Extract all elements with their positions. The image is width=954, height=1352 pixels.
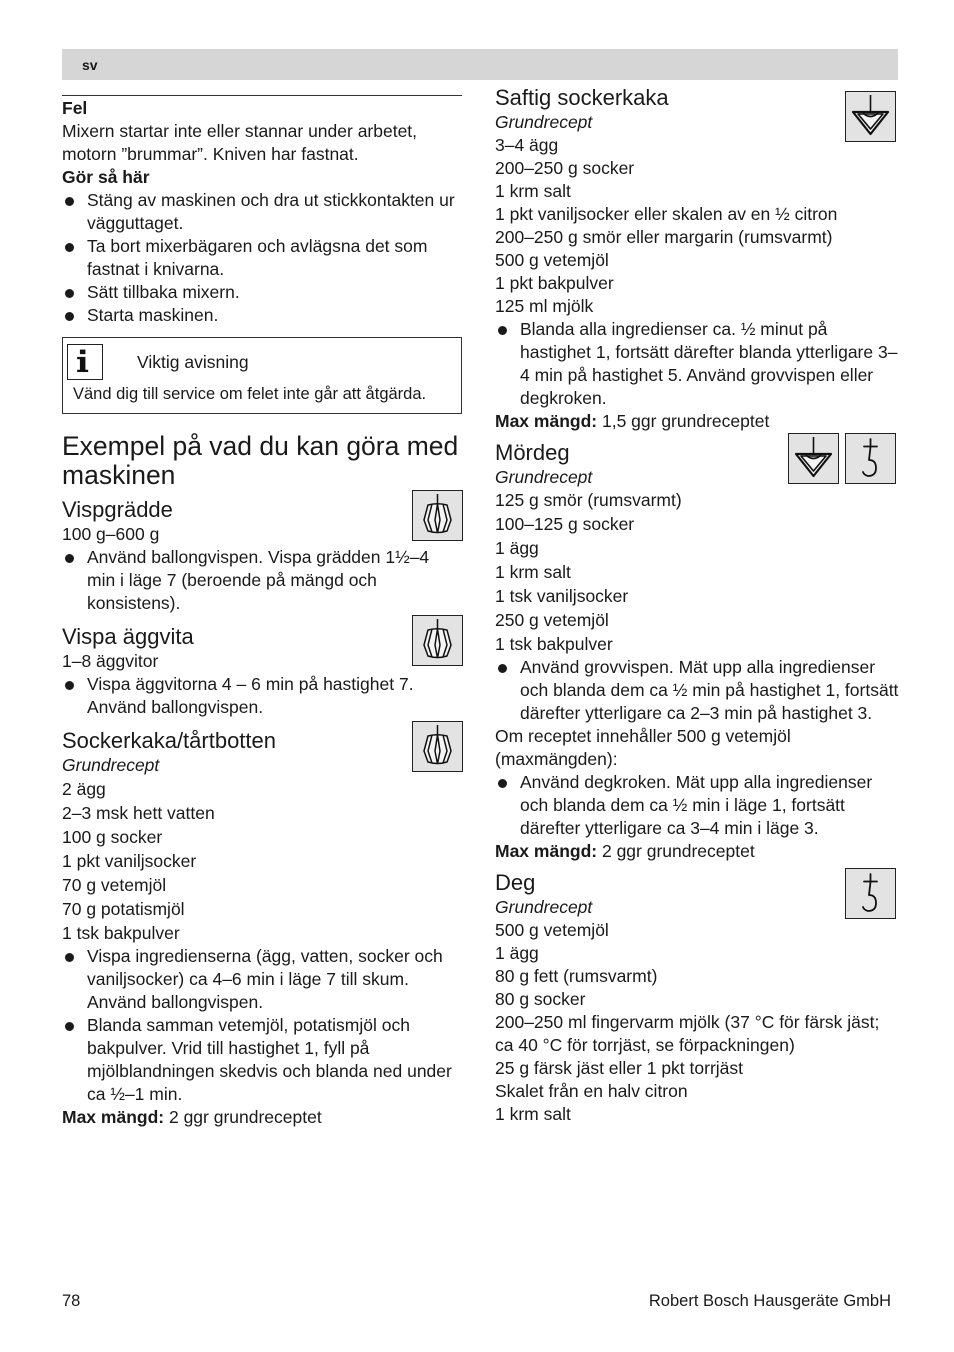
ingredient: 1 pkt vaniljsocker bbox=[62, 851, 197, 871]
list-item: Blanda samman vetemjöl, potatismjöl och bakpulver. Vrid till hastighet 1, fyll på mjölblandningen skedvis och blanda ned under ca ½–1 min. bbox=[62, 1014, 462, 1106]
ingredient: 100–125 g socker bbox=[495, 514, 635, 534]
company-name: Robert Bosch Hausgeräte GmbH bbox=[648, 1292, 891, 1310]
basic-recipe-label: Grundrecept bbox=[495, 467, 593, 487]
ingredient: 200–250 ml fingervarm mjölk (37 °C för färsk jäst; ca 40 °C för torrjäst, se förpackningen) bbox=[495, 1012, 880, 1055]
ingredient: 500 g vetemjöl bbox=[495, 250, 609, 270]
whisk-icon bbox=[412, 490, 463, 541]
ingredient: 1 krm salt bbox=[495, 1104, 571, 1124]
recipe-title: Vispa äggvita bbox=[62, 624, 194, 649]
ingredient: 1 ägg bbox=[495, 943, 539, 963]
ingredient: 70 g vetemjöl bbox=[62, 875, 167, 895]
ingredient: 1 krm salt bbox=[495, 181, 571, 201]
ingredient: 1 krm salt bbox=[495, 562, 571, 582]
ingredient: Skalet från en halv citron bbox=[495, 1081, 688, 1101]
list-item: Använd grovvispen. Mät upp alla ingredienser och blanda dem ca ½ min på hastighet 1, fortsätt därefter ytterligare ca 2–3 min på hastighet 3. bbox=[495, 656, 900, 725]
whisk-icon bbox=[412, 615, 463, 666]
recipe-note: Om receptet innehåller 500 g vetemjöl (maxmängden): bbox=[495, 726, 791, 769]
dough-hook-icon bbox=[845, 433, 896, 484]
ingredient: 125 ml mjölk bbox=[495, 296, 594, 316]
recipe-amount: 1–8 äggvitor bbox=[62, 651, 159, 671]
ingredient: 2–3 msk hett vatten bbox=[62, 803, 215, 823]
ingredient: 70 g potatismjöl bbox=[62, 899, 185, 919]
ingredient: 1 ägg bbox=[495, 538, 539, 558]
list-item: Ta bort mixerbägaren och avlägsna det som fastnat i knivarna. bbox=[62, 235, 462, 281]
beater-icon bbox=[788, 433, 839, 484]
divider bbox=[62, 95, 462, 96]
recipe-sockerkaka bbox=[62, 727, 462, 1129]
recipe-mordeg bbox=[495, 439, 900, 863]
notice-box bbox=[62, 337, 462, 414]
fault-text: Mixern startar inte eller stannar under arbetet, motorn ”brummar”. Kniven har fastnat. bbox=[62, 121, 418, 164]
ingredient: 100 g socker bbox=[62, 827, 163, 847]
ingredient: 1 pkt vaniljsocker eller skalen av en ½ citron bbox=[495, 204, 838, 224]
ingredient: 80 g fett (rumsvarmt) bbox=[495, 966, 658, 986]
max-amount: Max mängd: 2 ggr grundreceptet bbox=[495, 841, 755, 861]
max-amount: Max mängd: 2 ggr grundreceptet bbox=[62, 1107, 322, 1127]
action-label: Gör så här bbox=[62, 167, 150, 187]
basic-recipe-label: Grundrecept bbox=[62, 755, 160, 775]
whisk-icon bbox=[412, 721, 463, 772]
notice-text: Vänd dig till service om felet inte går att åtgärda. bbox=[73, 385, 427, 403]
page-title: Exempel på vad du kan göra med maskinen bbox=[62, 431, 459, 490]
dough-hook-icon bbox=[845, 868, 896, 919]
ingredient: 125 g smör (rumsvarmt) bbox=[495, 490, 682, 510]
fault-steps bbox=[62, 189, 462, 327]
list-item: Använd degkroken. Mät upp alla ingredienser och blanda dem ca ½ min i läge 1, fortsätt därefter ytterligare ca 3–4 min i läge 3. bbox=[495, 771, 900, 840]
recipe-title: Deg bbox=[495, 870, 536, 895]
ingredient: 1 tsk bakpulver bbox=[495, 634, 613, 654]
ingredient: 80 g socker bbox=[495, 989, 586, 1009]
max-amount: Max mängd: 1,5 ggr grundreceptet bbox=[495, 411, 770, 431]
recipe-deg bbox=[495, 869, 900, 1126]
list-item: Starta maskinen. bbox=[62, 304, 462, 327]
right-column bbox=[495, 84, 900, 1126]
recipe-saftig bbox=[495, 84, 900, 433]
ingredient: 250 g vetemjöl bbox=[495, 610, 609, 630]
list-item: Vispa ingredienserna (ägg, vatten, socker och vaniljsocker) ca 4–6 min i läge 7 till skum. Använd ballongvispen. bbox=[62, 945, 462, 1014]
info-icon bbox=[67, 344, 103, 380]
beater-icon bbox=[845, 91, 896, 142]
notice-title: Viktig avisning bbox=[137, 351, 249, 372]
ingredient: 1 tsk bakpulver bbox=[62, 923, 180, 943]
language-code: sv bbox=[82, 57, 98, 73]
ingredient: 3–4 ägg bbox=[495, 135, 559, 155]
recipe-aggvita bbox=[62, 623, 462, 719]
recipe-vispgradde bbox=[62, 496, 462, 615]
ingredient: 200–250 g smör eller margarin (rumsvarmt) bbox=[495, 227, 833, 247]
recipe-title: Sockerkaka/tårtbotten bbox=[62, 728, 277, 753]
list-item: Sätt tillbaka mixern. bbox=[62, 281, 462, 304]
page-number: 78 bbox=[62, 1292, 81, 1310]
fault-label: Fel bbox=[62, 98, 88, 118]
left-column bbox=[62, 95, 462, 1129]
recipe-title: Mördeg bbox=[495, 440, 570, 465]
basic-recipe-label: Grundrecept bbox=[495, 897, 593, 917]
recipe-title: Vispgrädde bbox=[62, 497, 173, 522]
ingredient: 1 tsk vaniljsocker bbox=[495, 586, 629, 606]
list-item: Stäng av maskinen och dra ut stickkontakten ur vägguttaget. bbox=[62, 189, 462, 235]
recipe-title: Saftig sockerkaka bbox=[495, 85, 669, 110]
recipe-amount: 100 g–600 g bbox=[62, 524, 160, 544]
list-item: Vispa äggvitorna 4 – 6 min på hastighet 7. Använd ballongvispen. bbox=[62, 673, 462, 719]
header-bar bbox=[62, 49, 898, 80]
ingredient: 200–250 g socker bbox=[495, 158, 635, 178]
list-item: Använd ballongvispen. Vispa grädden 1½–4 min i läge 7 (beroende på mängd och konsistens). bbox=[62, 546, 462, 615]
ingredient: 500 g vetemjöl bbox=[495, 920, 609, 940]
ingredient: 25 g färsk jäst eller 1 pkt torrjäst bbox=[495, 1058, 744, 1078]
basic-recipe-label: Grundrecept bbox=[495, 112, 593, 132]
list-item: Blanda alla ingredienser ca. ½ minut på hastighet 1, fortsätt därefter blanda ytterligare 3–4 min på hastighet 5. Använd grovvispen eller degkroken. bbox=[495, 318, 900, 410]
ingredient: 2 ägg bbox=[62, 779, 106, 799]
ingredient: 1 pkt bakpulver bbox=[495, 273, 614, 293]
